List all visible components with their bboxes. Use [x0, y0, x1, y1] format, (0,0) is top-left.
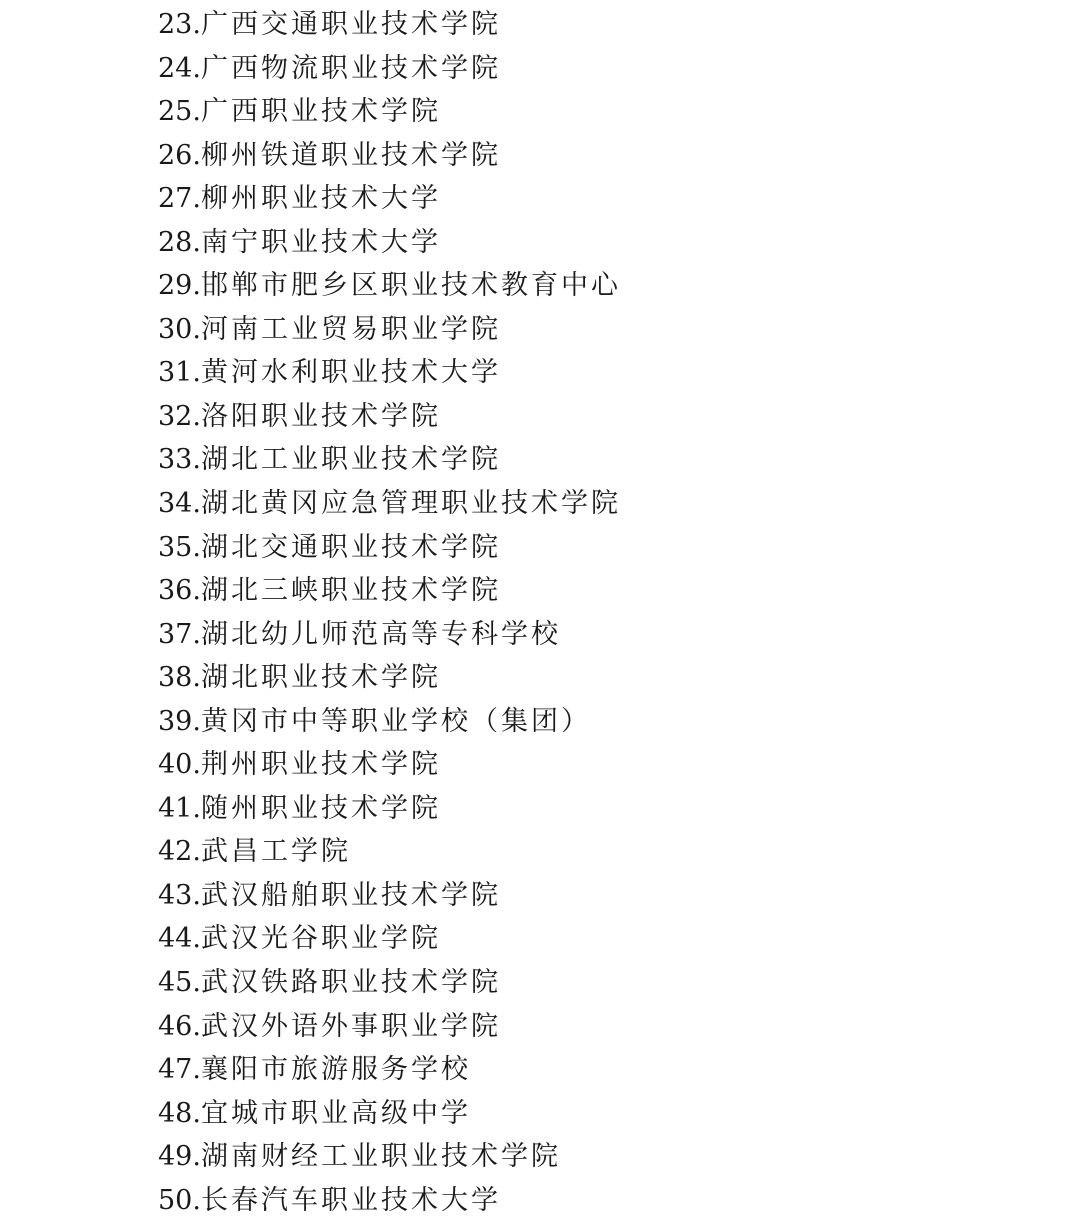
- item-number: 35.: [158, 531, 201, 563]
- item-number: 39.: [158, 705, 201, 737]
- item-number: 26.: [158, 139, 201, 171]
- item-number: 29.: [158, 270, 201, 302]
- item-name: 广西职业技术学院: [200, 96, 441, 128]
- list-item: [158, 526, 621, 570]
- list-item: [158, 743, 621, 787]
- item-name: 武昌工学院: [200, 836, 351, 868]
- list-item: [158, 917, 621, 961]
- school-list: [158, 3, 621, 1222]
- item-number: 37.: [158, 618, 201, 650]
- item-number: 25.: [158, 96, 201, 128]
- item-name: 河南工业贸易职业学院: [200, 313, 501, 345]
- item-number: 24.: [158, 52, 201, 84]
- item-number: 41.: [158, 792, 201, 824]
- list-item: [158, 264, 621, 308]
- list-item: [158, 90, 621, 134]
- item-name: 湖北三峡职业技术学院: [200, 575, 501, 607]
- list-item: [158, 569, 621, 613]
- list-item: [158, 1179, 621, 1223]
- list-item: [158, 221, 621, 265]
- item-name: 宜城市职业高级中学: [200, 1097, 471, 1129]
- list-item: [158, 1135, 621, 1179]
- item-name: 黄冈市中等职业学校（集团）: [200, 705, 591, 737]
- item-number: 44.: [158, 923, 201, 955]
- list-item: [158, 134, 621, 178]
- item-number: 49.: [158, 1141, 201, 1173]
- list-item: [158, 700, 621, 744]
- list-item: [158, 3, 621, 47]
- list-item: [158, 1092, 621, 1136]
- item-number: 31.: [158, 357, 201, 389]
- item-name: 邯郸市肥乡区职业技术教育中心: [200, 270, 621, 302]
- item-number: 43.: [158, 879, 201, 911]
- item-name: 湖北幼儿师范高等专科学校: [200, 618, 561, 650]
- list-item: [158, 438, 621, 482]
- list-item: [158, 395, 621, 439]
- item-name: 柳州职业技术大学: [200, 183, 441, 215]
- item-number: 47.: [158, 1054, 201, 1086]
- item-number: 34.: [158, 488, 201, 520]
- list-item: [158, 961, 621, 1005]
- list-item: [158, 830, 621, 874]
- item-number: 32.: [158, 400, 201, 432]
- item-number: 40.: [158, 749, 201, 781]
- item-name: 广西物流职业技术学院: [200, 52, 501, 84]
- list-item: [158, 1048, 621, 1092]
- item-number: 50.: [158, 1184, 201, 1216]
- item-name: 武汉外语外事职业学院: [200, 1010, 501, 1042]
- item-number: 45.: [158, 967, 201, 999]
- item-number: 27.: [158, 183, 201, 215]
- list-item: [158, 1005, 621, 1049]
- list-item: [158, 656, 621, 700]
- item-name: 武汉船舶职业技术学院: [200, 879, 501, 911]
- item-name: 湖北交通职业技术学院: [200, 531, 501, 563]
- item-name: 湖北职业技术学院: [200, 662, 441, 694]
- item-name: 随州职业技术学院: [200, 792, 441, 824]
- item-name: 湖北黄冈应急管理职业技术学院: [200, 488, 621, 520]
- item-number: 42.: [158, 836, 201, 868]
- item-number: 48.: [158, 1097, 201, 1129]
- item-number: 30.: [158, 313, 201, 345]
- item-name: 柳州铁道职业技术学院: [200, 139, 501, 171]
- item-number: 33.: [158, 444, 201, 476]
- item-name: 洛阳职业技术学院: [200, 400, 441, 432]
- item-number: 46.: [158, 1010, 201, 1042]
- item-number: 38.: [158, 662, 201, 694]
- item-name: 湖南财经工业职业技术学院: [200, 1141, 561, 1173]
- list-item: [158, 874, 621, 918]
- list-item: [158, 308, 621, 352]
- item-number: 28.: [158, 226, 201, 258]
- list-item: [158, 613, 621, 657]
- item-name: 广西交通职业技术学院: [200, 9, 501, 40]
- item-number: 36.: [158, 575, 201, 607]
- item-name: 武汉铁路职业技术学院: [200, 967, 501, 999]
- list-item: [158, 47, 621, 91]
- item-name: 黄河水利职业技术大学: [200, 357, 501, 389]
- list-item: [158, 351, 621, 395]
- item-name: 湖北工业职业技术学院: [200, 444, 501, 476]
- item-name: 襄阳市旅游服务学校: [200, 1054, 471, 1086]
- item-name: 荆州职业技术学院: [200, 749, 441, 781]
- item-name: 武汉光谷职业学院: [200, 923, 441, 955]
- list-item: [158, 177, 621, 221]
- item-number: 23.: [158, 9, 201, 40]
- item-name: 南宁职业技术大学: [200, 226, 441, 258]
- list-item: [158, 482, 621, 526]
- item-name: 长春汽车职业技术大学: [200, 1184, 501, 1216]
- list-item: [158, 787, 621, 831]
